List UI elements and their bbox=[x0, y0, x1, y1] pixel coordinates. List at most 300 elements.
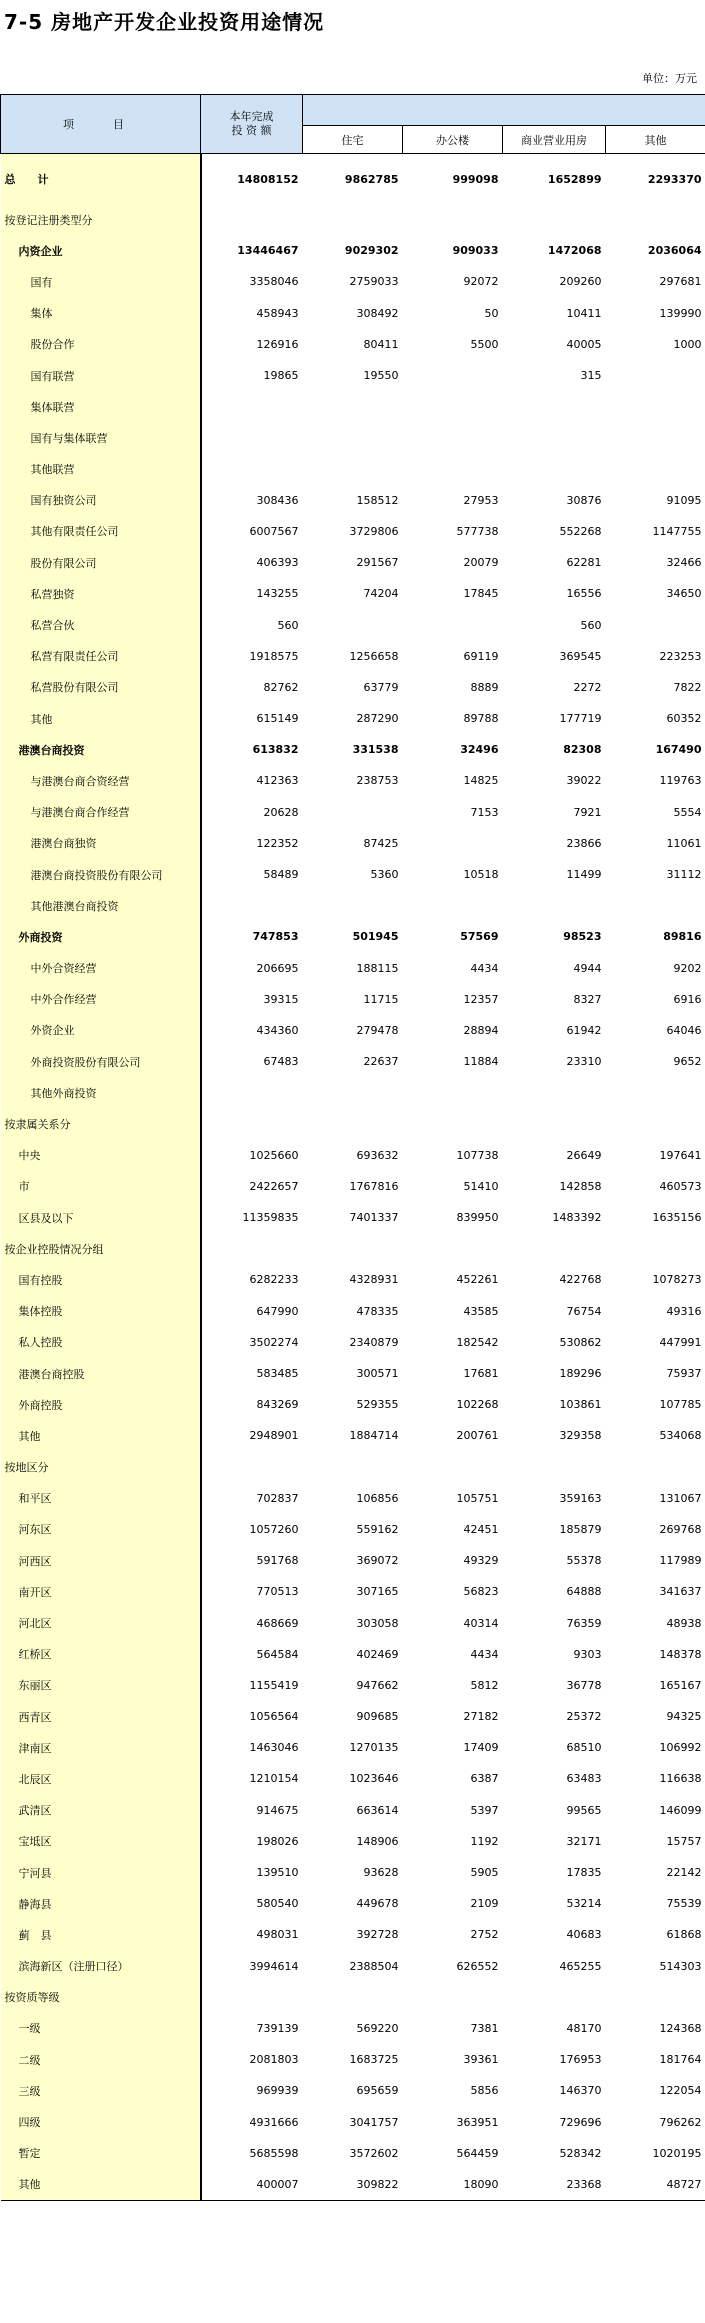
table-row bbox=[1, 2138, 705, 2169]
row-label: 西青区 bbox=[1, 1701, 201, 1732]
header-item: 项 目 bbox=[1, 95, 201, 154]
row-label: 三级 bbox=[1, 2075, 201, 2106]
header-other: 其他 bbox=[606, 126, 705, 154]
row-label: 外资企业 bbox=[1, 1015, 201, 1046]
cell-commercial: 10411 bbox=[566, 306, 602, 320]
cell-total: 20628 bbox=[263, 805, 299, 819]
row-label: 按地区分 bbox=[1, 1452, 201, 1483]
cell-residential: 559162 bbox=[356, 1522, 399, 1536]
cell-office: 28894 bbox=[463, 1023, 499, 1037]
cell-other: 48727 bbox=[606, 2169, 705, 2201]
cell-office: 102268 bbox=[456, 1398, 499, 1412]
cell-other: 1000 bbox=[673, 337, 702, 351]
table-row bbox=[1, 797, 705, 828]
cell-total: 1155419 bbox=[249, 1678, 299, 1692]
cell-commercial: 63483 bbox=[566, 1772, 602, 1786]
cell-residential: 148906 bbox=[356, 1834, 399, 1848]
cell-commercial: 68510 bbox=[566, 1741, 602, 1755]
cell-other bbox=[606, 609, 705, 640]
cell-residential: 106856 bbox=[356, 1491, 399, 1505]
cell-commercial: 55378 bbox=[566, 1554, 602, 1568]
cell-other: 131067 bbox=[659, 1491, 702, 1505]
row-label: 集体联营 bbox=[1, 391, 201, 422]
cell-residential bbox=[303, 797, 403, 828]
cell-other: 146099 bbox=[659, 1803, 702, 1817]
cell-office: 2109 bbox=[470, 1897, 499, 1911]
cell-total bbox=[201, 890, 303, 921]
cell-residential: 947662 bbox=[356, 1678, 399, 1692]
cell-office: 5856 bbox=[470, 2084, 499, 2098]
table-row bbox=[1, 1264, 705, 1295]
cell-office bbox=[403, 360, 503, 391]
cell-residential: 3572602 bbox=[349, 2146, 399, 2160]
cell-commercial: 36778 bbox=[566, 1678, 602, 1692]
row-label: 中外合资经营 bbox=[1, 953, 201, 984]
cell-residential: 4328931 bbox=[349, 1273, 399, 1287]
header-commercial: 商业营业用房 bbox=[503, 126, 606, 154]
cell-other bbox=[606, 360, 705, 391]
table-row bbox=[1, 154, 705, 205]
table-row bbox=[1, 2106, 705, 2137]
cell-commercial: 25372 bbox=[566, 1710, 602, 1724]
cell-office: 69119 bbox=[463, 649, 499, 663]
cell-office: 8889 bbox=[470, 680, 499, 694]
table-row bbox=[1, 1545, 705, 1576]
cell-commercial: 17835 bbox=[566, 1866, 602, 1880]
cell-total bbox=[201, 454, 303, 485]
cell-office: 57569 bbox=[460, 930, 499, 944]
table-row bbox=[1, 2013, 705, 2044]
table-row bbox=[1, 1919, 705, 1950]
cell-commercial: 62281 bbox=[566, 556, 602, 570]
cell-total: 613832 bbox=[252, 743, 299, 757]
cell-commercial bbox=[503, 1982, 606, 2013]
cell-office bbox=[403, 1452, 503, 1483]
cell-residential: 5360 bbox=[370, 868, 399, 882]
cell-commercial bbox=[503, 422, 606, 453]
table-row bbox=[1, 703, 705, 734]
cell-total: 583485 bbox=[256, 1367, 299, 1381]
cell-residential: 22637 bbox=[363, 1055, 399, 1069]
cell-residential: 87425 bbox=[363, 836, 399, 850]
cell-office: 7381 bbox=[470, 2021, 499, 2035]
cell-commercial: 64888 bbox=[566, 1585, 602, 1599]
cell-office: 5397 bbox=[470, 1803, 499, 1817]
cell-office bbox=[403, 1108, 503, 1139]
cell-residential bbox=[303, 391, 403, 422]
cell-residential: 2388504 bbox=[349, 1959, 399, 1973]
cell-other: 60352 bbox=[666, 712, 702, 726]
cell-office bbox=[403, 454, 503, 485]
cell-commercial: 48170 bbox=[566, 2021, 602, 2035]
cell-office: 5500 bbox=[470, 337, 499, 351]
cell-residential: 238753 bbox=[356, 774, 399, 788]
cell-office: 43585 bbox=[463, 1304, 499, 1318]
cell-residential: 1683725 bbox=[349, 2053, 399, 2067]
row-label: 私人控股 bbox=[1, 1327, 201, 1358]
cell-other: 447991 bbox=[659, 1335, 702, 1349]
cell-office: 1192 bbox=[470, 1834, 499, 1848]
cell-office: 564459 bbox=[456, 2146, 499, 2160]
cell-total: 434360 bbox=[256, 1023, 299, 1037]
cell-residential: 158512 bbox=[356, 493, 399, 507]
cell-commercial bbox=[503, 1452, 606, 1483]
cell-office: 200761 bbox=[456, 1429, 499, 1443]
cell-other: 31112 bbox=[666, 868, 702, 882]
row-label: 暂定 bbox=[1, 2138, 201, 2169]
cell-commercial: 465255 bbox=[559, 1959, 602, 1973]
table-row bbox=[1, 765, 705, 796]
cell-total: 1025660 bbox=[249, 1148, 299, 1162]
row-label: 市 bbox=[1, 1171, 201, 1202]
cell-total bbox=[201, 1233, 303, 1264]
row-label: 与港澳台商合资经营 bbox=[1, 765, 201, 796]
row-label: 滨海新区（注册口径） bbox=[1, 1951, 201, 1982]
cell-office: 105751 bbox=[456, 1491, 499, 1505]
row-label: 外商控股 bbox=[1, 1389, 201, 1420]
cell-commercial: 315 bbox=[580, 369, 602, 383]
cell-residential: 1767816 bbox=[349, 1179, 399, 1193]
table-row bbox=[1, 1015, 705, 1046]
cell-commercial: 23866 bbox=[566, 836, 602, 850]
cell-other: 106992 bbox=[659, 1741, 702, 1755]
table-row bbox=[1, 516, 705, 547]
cell-commercial: 146370 bbox=[559, 2084, 602, 2098]
cell-residential: 74204 bbox=[363, 587, 399, 601]
cell-other: 7822 bbox=[673, 680, 702, 694]
cell-total: 406393 bbox=[256, 556, 299, 570]
table-row bbox=[1, 1296, 705, 1327]
cell-commercial: 53214 bbox=[566, 1897, 602, 1911]
row-label: 其他外商投资 bbox=[1, 1077, 201, 1108]
row-label: 一级 bbox=[1, 2013, 201, 2044]
cell-total: 843269 bbox=[256, 1398, 299, 1412]
row-label: 其他 bbox=[1, 703, 201, 734]
cell-total bbox=[201, 1982, 303, 2013]
cell-total: 82762 bbox=[263, 680, 299, 694]
table-row bbox=[1, 1233, 705, 1264]
cell-residential: 501945 bbox=[352, 930, 399, 944]
row-label: 私营合伙 bbox=[1, 609, 201, 640]
row-label: 静海县 bbox=[1, 1888, 201, 1919]
table-row bbox=[1, 1701, 705, 1732]
row-label: 股份合作 bbox=[1, 329, 201, 360]
table-row bbox=[1, 921, 705, 952]
page-title: 7-5 房地产开发企业投资用途情况 bbox=[4, 10, 325, 34]
cell-office: 2752 bbox=[470, 1928, 499, 1942]
cell-total: 400007 bbox=[201, 2169, 303, 2201]
cell-total: 5685598 bbox=[249, 2146, 299, 2160]
cell-other: 107785 bbox=[659, 1398, 702, 1412]
row-label: 国有独资公司 bbox=[1, 485, 201, 516]
cell-office: 17409 bbox=[463, 1741, 499, 1755]
table-row bbox=[1, 578, 705, 609]
cell-office: 56823 bbox=[463, 1585, 499, 1599]
cell-other: 534068 bbox=[659, 1429, 702, 1443]
cell-residential: 9862785 bbox=[344, 172, 399, 186]
header-total-text: 本年完成 投 资 额 bbox=[229, 110, 274, 137]
cell-total: 1056564 bbox=[249, 1710, 299, 1724]
cell-other: 32466 bbox=[666, 556, 702, 570]
cell-office: 452261 bbox=[456, 1273, 499, 1287]
cell-office: 20079 bbox=[463, 556, 499, 570]
table-row bbox=[1, 1046, 705, 1077]
cell-other: 1635156 bbox=[652, 1211, 702, 1225]
cell-office: 14825 bbox=[463, 774, 499, 788]
row-label: 河东区 bbox=[1, 1514, 201, 1545]
cell-other: 75937 bbox=[666, 1367, 702, 1381]
table-header bbox=[1, 95, 705, 154]
cell-residential: 693632 bbox=[356, 1148, 399, 1162]
cell-total: 3994614 bbox=[249, 1959, 299, 1973]
row-label: 内资企业 bbox=[1, 235, 201, 266]
cell-other: 89816 bbox=[663, 930, 702, 944]
cell-commercial bbox=[503, 1108, 606, 1139]
cell-commercial: 76754 bbox=[566, 1304, 602, 1318]
cell-office bbox=[403, 1982, 503, 2013]
header-total bbox=[201, 95, 303, 154]
table-row bbox=[1, 641, 705, 672]
table-row bbox=[1, 1327, 705, 1358]
row-label: 国有控股 bbox=[1, 1264, 201, 1295]
row-label: 河西区 bbox=[1, 1545, 201, 1576]
cell-total: 498031 bbox=[256, 1928, 299, 1942]
cell-residential: 19550 bbox=[363, 369, 399, 383]
cell-office: 626552 bbox=[456, 1959, 499, 1973]
table-row bbox=[1, 953, 705, 984]
cell-other: 48938 bbox=[666, 1616, 702, 1630]
cell-total: 13446467 bbox=[237, 244, 299, 258]
cell-office: 182542 bbox=[456, 1335, 499, 1349]
cell-residential: 392728 bbox=[356, 1928, 399, 1942]
cell-office: 6387 bbox=[470, 1772, 499, 1786]
cell-residential: 93628 bbox=[363, 1866, 399, 1880]
table-row bbox=[1, 1171, 705, 1202]
cell-office: 89788 bbox=[463, 712, 499, 726]
cell-total: 1210154 bbox=[249, 1772, 299, 1786]
cell-residential: 303058 bbox=[356, 1616, 399, 1630]
cell-total: 914675 bbox=[256, 1803, 299, 1817]
cell-office: 17681 bbox=[463, 1367, 499, 1381]
cell-office: 363951 bbox=[456, 2115, 499, 2129]
cell-other: 94325 bbox=[666, 1710, 702, 1724]
cell-residential: 291567 bbox=[356, 556, 399, 570]
cell-residential: 300571 bbox=[356, 1367, 399, 1381]
cell-total: 3502274 bbox=[249, 1335, 299, 1349]
cell-residential: 287290 bbox=[356, 712, 399, 726]
cell-other: 181764 bbox=[659, 2053, 702, 2067]
cell-commercial: 142858 bbox=[559, 1179, 602, 1193]
cell-office: 40314 bbox=[463, 1616, 499, 1630]
cell-commercial bbox=[503, 454, 606, 485]
cell-commercial: 1652899 bbox=[547, 172, 602, 186]
table-row bbox=[1, 329, 705, 360]
table-row bbox=[1, 204, 705, 235]
cell-commercial: 4944 bbox=[573, 961, 602, 975]
cell-office: 49329 bbox=[463, 1554, 499, 1568]
cell-other bbox=[606, 1982, 705, 2013]
cell-commercial: 552268 bbox=[559, 524, 602, 538]
cell-office: 50 bbox=[484, 306, 499, 320]
table-row bbox=[1, 1389, 705, 1420]
cell-total: 143255 bbox=[256, 587, 299, 601]
cell-commercial: 82308 bbox=[563, 743, 602, 757]
table-row bbox=[1, 1732, 705, 1763]
table-row bbox=[1, 1888, 705, 1919]
cell-commercial: 1472068 bbox=[547, 244, 602, 258]
header-residential: 住宅 bbox=[303, 126, 403, 154]
row-label: 集体 bbox=[1, 298, 201, 329]
cell-other: 197641 bbox=[659, 1148, 702, 1162]
cell-commercial: 329358 bbox=[559, 1429, 602, 1443]
row-label: 私营独资 bbox=[1, 578, 201, 609]
cell-other: 22142 bbox=[666, 1866, 702, 1880]
row-label: 国有 bbox=[1, 266, 201, 297]
cell-other: 75539 bbox=[666, 1897, 702, 1911]
row-label: 津南区 bbox=[1, 1732, 201, 1763]
cell-residential: 1023646 bbox=[349, 1772, 399, 1786]
investment-table bbox=[0, 94, 705, 2201]
cell-commercial bbox=[503, 890, 606, 921]
cell-residential bbox=[303, 609, 403, 640]
row-label: 外商投资股份有限公司 bbox=[1, 1046, 201, 1077]
cell-office: 39361 bbox=[463, 2053, 499, 2067]
cell-other: 11061 bbox=[666, 836, 702, 850]
cell-residential: 695659 bbox=[356, 2084, 399, 2098]
cell-total: 126916 bbox=[256, 337, 299, 351]
cell-office bbox=[403, 1077, 503, 1108]
table-row bbox=[1, 734, 705, 765]
cell-other: 2293370 bbox=[647, 172, 702, 186]
row-label: 红桥区 bbox=[1, 1639, 201, 1670]
cell-other: 223253 bbox=[659, 649, 702, 663]
cell-total: 647990 bbox=[256, 1304, 299, 1318]
table-row bbox=[1, 1514, 705, 1545]
cell-commercial bbox=[503, 391, 606, 422]
table-row bbox=[1, 1077, 705, 1108]
cell-residential: 63779 bbox=[363, 680, 399, 694]
table-row bbox=[1, 391, 705, 422]
row-label: 中外合作经营 bbox=[1, 984, 201, 1015]
table-row bbox=[1, 609, 705, 640]
cell-commercial: 76359 bbox=[566, 1616, 602, 1630]
cell-commercial: 369545 bbox=[559, 649, 602, 663]
cell-office: 17845 bbox=[463, 587, 499, 601]
cell-office: 51410 bbox=[463, 1179, 499, 1193]
cell-residential bbox=[303, 454, 403, 485]
table-row bbox=[1, 1420, 705, 1451]
cell-commercial: 99565 bbox=[566, 1803, 602, 1817]
cell-office: 577738 bbox=[456, 524, 499, 538]
cell-other: 124368 bbox=[659, 2021, 702, 2035]
row-label: 其他 bbox=[1, 1420, 201, 1451]
cell-commercial: 26649 bbox=[566, 1148, 602, 1162]
cell-residential bbox=[303, 1233, 403, 1264]
cell-other: 1147755 bbox=[652, 524, 702, 538]
cell-total: 67483 bbox=[263, 1055, 299, 1069]
cell-total bbox=[201, 204, 303, 235]
cell-residential bbox=[303, 1452, 403, 1483]
cell-residential: 402469 bbox=[356, 1647, 399, 1661]
table-row bbox=[1, 266, 705, 297]
cell-commercial: 422768 bbox=[559, 1273, 602, 1287]
cell-commercial: 2272 bbox=[573, 680, 602, 694]
cell-residential: 1256658 bbox=[349, 649, 399, 663]
row-label: 集体控股 bbox=[1, 1296, 201, 1327]
cell-commercial: 23368 bbox=[503, 2169, 606, 2201]
row-label: 按企业控股情况分组 bbox=[1, 1233, 201, 1264]
table-row bbox=[1, 2169, 705, 2201]
table-row bbox=[1, 828, 705, 859]
table-row bbox=[1, 1483, 705, 1514]
cell-total: 39315 bbox=[263, 992, 299, 1006]
cell-other bbox=[606, 391, 705, 422]
cell-other: 116638 bbox=[659, 1772, 702, 1786]
table-row bbox=[1, 859, 705, 890]
cell-commercial: 11499 bbox=[566, 868, 602, 882]
table-row bbox=[1, 1576, 705, 1607]
cell-total: 1057260 bbox=[249, 1522, 299, 1536]
cell-total: 122352 bbox=[256, 836, 299, 850]
cell-office: 5905 bbox=[470, 1866, 499, 1880]
table-row bbox=[1, 2075, 705, 2106]
cell-total: 11359835 bbox=[242, 1211, 299, 1225]
cell-commercial: 16556 bbox=[566, 587, 602, 601]
cell-total: 580540 bbox=[256, 1897, 299, 1911]
row-label: 国有与集体联营 bbox=[1, 422, 201, 453]
table-row bbox=[1, 360, 705, 391]
cell-other: 148378 bbox=[659, 1647, 702, 1661]
cell-commercial: 1483392 bbox=[552, 1211, 602, 1225]
cell-residential bbox=[303, 1982, 403, 2013]
cell-residential: 3041757 bbox=[349, 2115, 399, 2129]
cell-office: 10518 bbox=[463, 868, 499, 882]
cell-other bbox=[606, 1452, 705, 1483]
cell-commercial: 209260 bbox=[559, 275, 602, 289]
row-label: 港澳台商控股 bbox=[1, 1358, 201, 1389]
cell-commercial bbox=[503, 1233, 606, 1264]
cell-residential: 80411 bbox=[363, 337, 399, 351]
cell-commercial: 530862 bbox=[559, 1335, 602, 1349]
cell-commercial: 560 bbox=[580, 618, 602, 632]
row-label: 港澳台商投资股份有限公司 bbox=[1, 859, 201, 890]
cell-other: 117989 bbox=[659, 1554, 702, 1568]
cell-other bbox=[606, 890, 705, 921]
cell-residential bbox=[303, 1077, 403, 1108]
table-row bbox=[1, 1826, 705, 1857]
table-row bbox=[1, 1607, 705, 1638]
cell-total: 14808152 bbox=[237, 172, 299, 186]
cell-total: 19865 bbox=[263, 369, 299, 383]
table-row bbox=[1, 672, 705, 703]
cell-other: 269768 bbox=[659, 1522, 702, 1536]
cell-office: 11884 bbox=[463, 1055, 499, 1069]
cell-commercial: 7921 bbox=[573, 805, 602, 819]
cell-other: 49316 bbox=[666, 1304, 702, 1318]
row-label: 其他有限责任公司 bbox=[1, 516, 201, 547]
cell-office: 107738 bbox=[456, 1148, 499, 1162]
cell-residential: 9029302 bbox=[344, 244, 399, 258]
cell-other: 1078273 bbox=[652, 1273, 702, 1287]
cell-commercial: 359163 bbox=[559, 1491, 602, 1505]
cell-other: 2036064 bbox=[647, 244, 702, 258]
cell-office: 4434 bbox=[470, 961, 499, 975]
cell-total: 747853 bbox=[252, 930, 299, 944]
cell-commercial bbox=[503, 204, 606, 235]
cell-other: 165167 bbox=[659, 1678, 702, 1692]
row-label: 私营股份有限公司 bbox=[1, 672, 201, 703]
row-label: 区县及以下 bbox=[1, 1202, 201, 1233]
